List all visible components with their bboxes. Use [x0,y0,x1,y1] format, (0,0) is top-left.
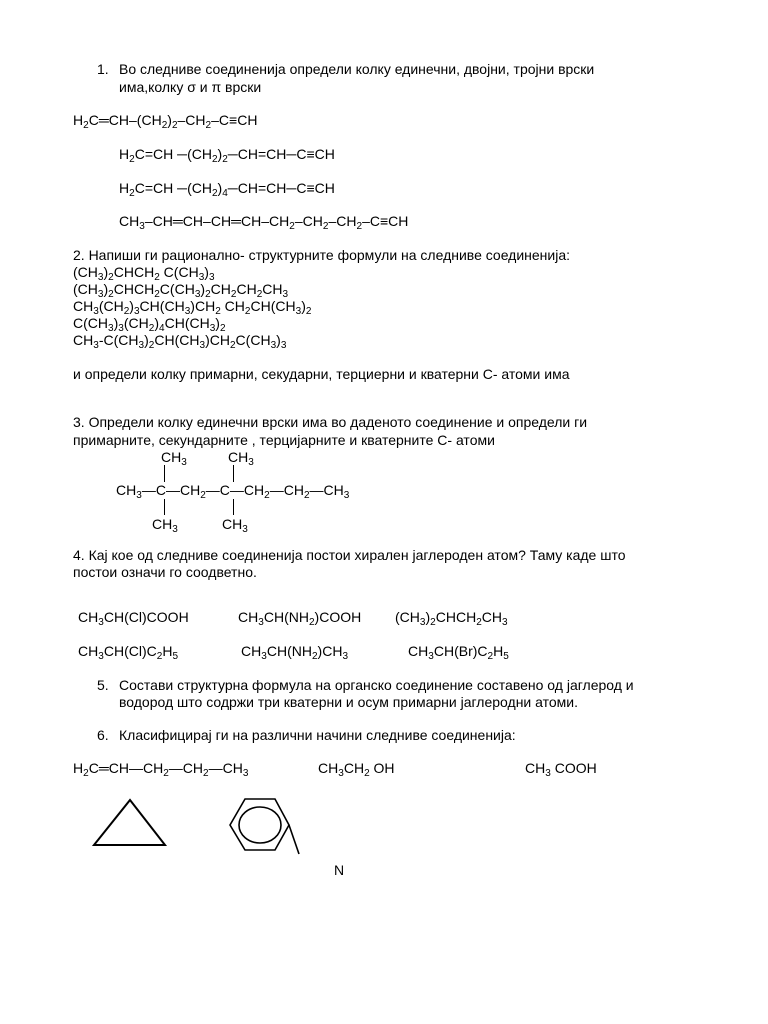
q2-formula-2: $(CH_3)_2CHCH_2C(CH_3)_2CH_2CH_2CH_3$ [73,281,289,300]
triangle-icon [90,798,170,848]
q3-top-left-methyl: $CH_3$ [161,449,187,468]
q4-text-line2: постои означи го соодветно. [73,564,257,580]
q1-number: 1. [97,61,109,77]
q1-text-line2: има,колку σ и π врски [119,79,262,95]
q3-bottom-left-methyl: $CH_3$ [152,516,178,535]
benzene-ring-icon [222,792,306,860]
q5-text-line1: Состави структурна формула на органско соединение составено од јаглерод и [119,677,634,693]
q2-formula-1: $(CH_3)_2CHCH_2$ $C(CH_3)_3$ [73,264,215,283]
q4-compound-5: $CH_3CH(NH_2)CH_3$ [241,643,349,662]
q6-n-label: N [334,862,345,878]
q1-text-line1: Во следниве соединенија определи колку единечни, двојни, тројни врски [119,61,595,77]
q6-compound-2: $CH_3CH_2$ OH [318,760,395,779]
q6-compound-3: $CH_3$ COOH [525,760,597,779]
q6-compound-1: $H_2C═CH—CH_2—CH_2—CH_3$ [73,760,249,779]
q3-bond-top-left [164,465,165,482]
q5-number: 5. [97,677,109,693]
q3-bond-bottom-right [233,499,234,515]
q2-formula-3: $CH_3(CH_2)_3CH(CH_3)CH_2$ $CH_2CH(CH_3)_2$ [73,298,312,317]
q3-bond-top-right [233,465,234,482]
q3-main-chain: $CH_3—C—CH_2—C—CH_2—CH_2—CH_3$ [116,482,350,501]
q4-compound-4: $CH_3CH(Cl)C_2H_5$ [78,643,179,662]
q2-intro: 2. Напиши ги рационално- структурните формули на следниве соединенија: [73,247,571,263]
q4-text-line1: 4. Кај кое од следниве соединенија постои хирален јаглероден атом? Таму каде што [73,547,626,563]
q3-text-line2: примарните, секундарните , терцијарните и кватерните C- атоми [73,432,495,448]
q4-compound-6: $CH_3CH(Br)C_2H_5$ [408,643,509,662]
q6-text: Класифицирај ги на различни начини следниве соединенија: [119,727,516,743]
q3-bond-bottom-left [164,499,165,515]
q6-number: 6. [97,727,109,743]
q4-compound-3: $(CH_3)_2CHCH_2CH_3$ [395,609,508,628]
q4-compound-1: $CH_3CH(Cl)COOH$ [78,609,189,628]
q2-outro: и определи колку примарни, секударни, терциерни и кватерни C- атоми има [73,366,570,382]
q1-formula-4: $CH_3-CH═CH-CH═CH-CH_2-CH_2-CH_2-C\equiv CH$ [119,213,409,232]
q1-formula-2: $H_2C=CH$ $─(CH_2)_2─CH=CH─C\equiv CH$ [119,146,335,165]
q3-bottom-right-methyl: $CH_3$ [222,516,248,535]
q4-compound-2: $CH_3CH(NH_2)COOH$ [238,609,362,628]
q2-formula-5: $CH_3-C(CH_3)_2CH(CH_3)CH_2C(CH_3)_3$ [73,332,287,351]
q2-formula-4: $C(CH_3)_3(CH_2)_4CH(CH_3)_2$ [73,315,226,334]
q3-top-right-methyl: $CH_3$ [228,449,254,468]
q3-text-line1: 3. Определи колку единечни врски има во даденото соединение и определи ги [73,414,588,430]
q1-formula-3: $H_2C=CH$ $─(CH_2)_4─CH=CH─C\equiv CH$ [119,180,335,199]
q5-text-line2: водород што содржи три кватерни и осум примарни јаглеродни атоми. [119,694,578,710]
q1-formula-1: $H_2C═CH-(CH_2)_2-CH_2-C\equiv CH$ [73,112,258,131]
